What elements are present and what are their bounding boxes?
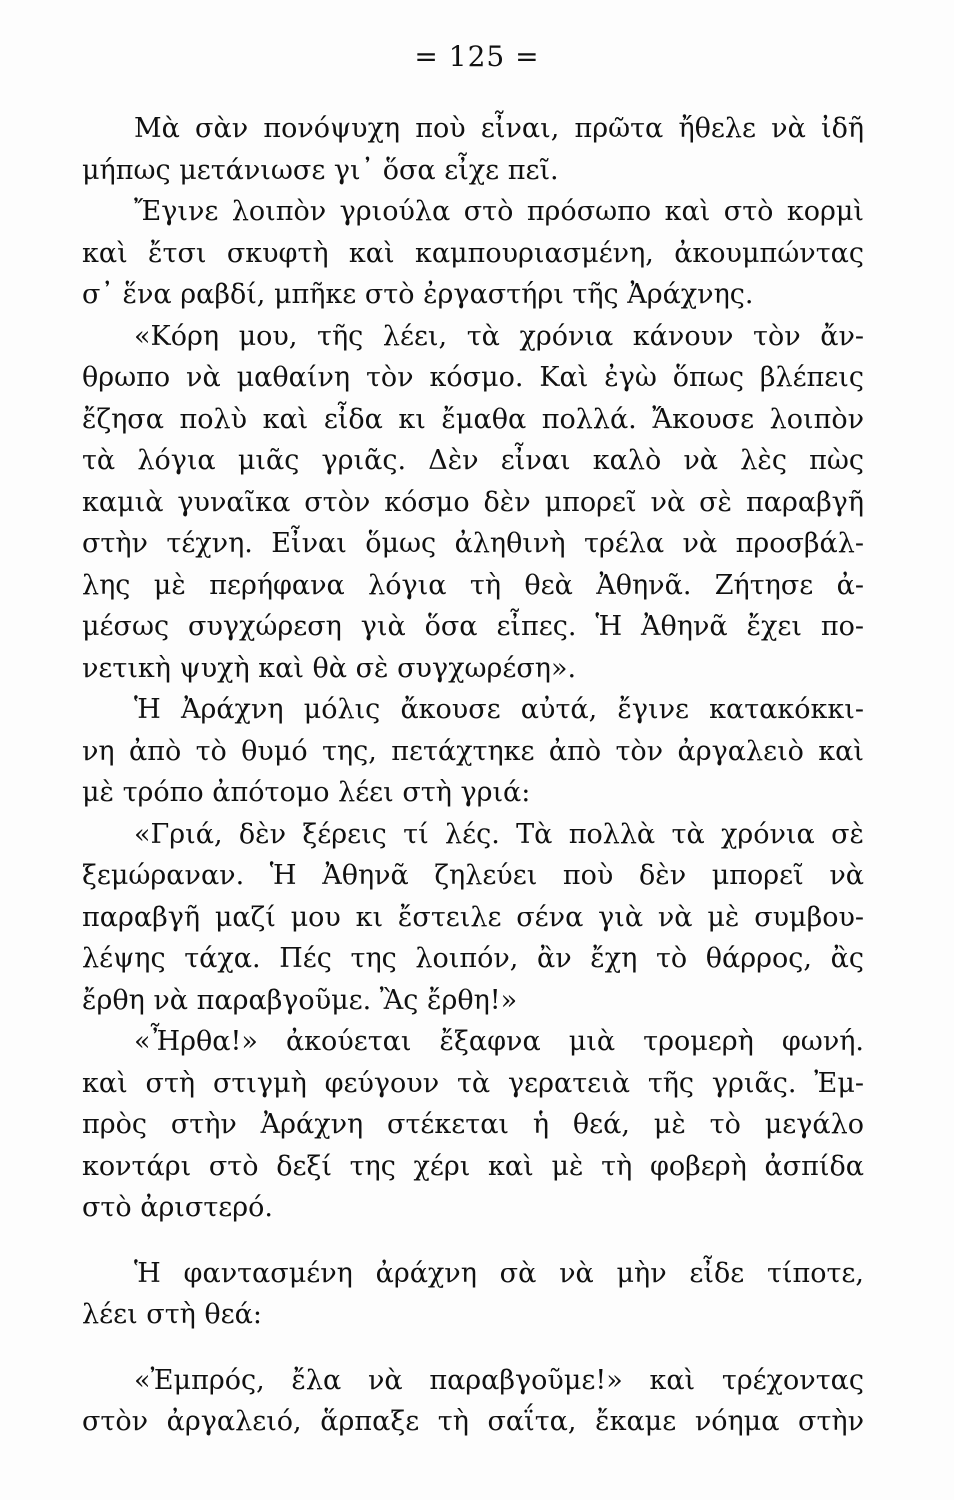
text-line: Ἡ φαντασμένη ἀράχνη σὰ νὰ μὴν εἶδε τίποτε, — [134, 1257, 864, 1289]
text-line: στὸν ἀργαλειό, ἅρπαξε τὴ σαΐτα, ἔκαμε νόημα στὴν — [82, 1406, 864, 1437]
text-line: «Ἐμπρός, ἔλα νὰ παραβγοῦμε!» καὶ τρέχοντας — [134, 1364, 864, 1396]
text-line: λέψης τάχα. Πές της λοιπόν, ἂν ἔχη τὸ θάρρος, ἂς — [82, 943, 864, 974]
paragraph-gap — [82, 1336, 864, 1360]
text-line: στὸ ἀριστερό. — [82, 1192, 273, 1223]
text-line: μέσως συγχώρεση γιὰ ὅσα εἶπες. Ἡ Ἀθηνᾶ ἔχει πο- — [82, 611, 864, 642]
text-line: στὴν τέχνη. Εἶναι ὅμως ἀληθινὴ τρέλα νὰ προσβάλ- — [82, 528, 864, 559]
text-line: πρὸς στὴν Ἀράχνη στέκεται ἡ θεά, μὲ τὸ μεγάλο — [82, 1109, 864, 1140]
paragraph-gap — [82, 1229, 864, 1253]
text-line: σ᾿ ἕνα ραβδί, μπῆκε στὸ ἐργαστήρι τῆς Ἀράχνης. — [82, 279, 754, 310]
text-line: καὶ ἔτσι σκυφτὴ καὶ καμπουριασμένη, ἀκουμπώντας — [82, 237, 864, 269]
text-line: ἔρθη νὰ παραβγοῦμε. Ἂς ἔρθη!» — [82, 984, 518, 1016]
text-line: μὲ τρόπο ἀπότομο λέει στὴ γριά: — [82, 777, 531, 808]
body-text — [82, 108, 864, 1443]
text-line: τὰ λόγια μιᾶς γριᾶς. Δὲν εἶναι καλὸ νὰ λὲς πὼς — [82, 445, 864, 476]
text-line: λέει στὴ θεά: — [82, 1299, 262, 1330]
text-line: Μὰ σὰν πονόψυχη ποὺ εἶναι, πρῶτα ἤθελε νὰ ἰδῆ — [134, 113, 864, 144]
text-line: καὶ στὴ στιγμὴ φεύγουν τὰ γερατειὰ τῆς γριᾶς. Ἐμ- — [82, 1067, 864, 1099]
text-line: «Ἦρθα!» ἀκούεται ἔξαφνα μιὰ τρομερὴ φωνή. — [134, 1026, 864, 1057]
text-line: Ἡ Ἀράχνη μόλις ἄκουσε αὐτά, ἔγινε κατακόκκι- — [134, 694, 864, 725]
page-number: = 125 = — [414, 40, 540, 73]
text-line: λης μὲ περήφανα λόγια τὴ θεὰ Ἀθηνᾶ. Ζήτησε ἀ- — [82, 569, 864, 601]
text-line: νετικὴ ψυχὴ καὶ θὰ σὲ συγχωρέση». — [82, 652, 577, 684]
text-line: Ἔγινε λοιπὸν γριούλα στὸ πρόσωπο καὶ στὸ κορμὶ — [134, 196, 864, 227]
text-line: κοντάρι στὸ δεξί της χέρι καὶ μὲ τὴ φοβερὴ ἀσπίδα — [82, 1150, 864, 1182]
text-line: παραβγῆ μαζί μου κι ἔστειλε σένα γιὰ νὰ μὲ συμβου- — [82, 901, 864, 933]
text-line: «Γριά, δὲν ξέρεις τί λές. Τὰ πολλὰ τὰ χρόνια σὲ — [134, 818, 864, 850]
text-line: ἔζησα πολὺ καὶ εἶδα κι ἔμαθα πολλά. Ἄκουσε λοιπὸν — [82, 403, 864, 435]
text-line: «Κόρη μου, τῆς λέει, τὰ χρόνια κάνουν τὸν ἄν- — [134, 320, 864, 352]
text-line: νη ἀπὸ τὸ θυμό της, πετάχτηκε ἀπὸ τὸν ἀργαλειὸ καὶ — [82, 735, 864, 767]
text-line: ξεμώραναν. Ἡ Ἀθηνᾶ ζηλεύει ποὺ δὲν μπορεῖ νὰ — [82, 860, 864, 891]
text-line: θρωπο νὰ μαθαίνη τὸν κόσμο. Καὶ ἐγὼ ὅπως βλέπεις — [82, 362, 864, 393]
text-line: μήπως μετάνιωσε γι᾿ ὅσα εἶχε πεῖ. — [82, 154, 559, 186]
text-line: καμιὰ γυναῖκα στὸν κόσμο δὲν μπορεῖ νὰ σὲ παραβγῆ — [82, 486, 864, 518]
